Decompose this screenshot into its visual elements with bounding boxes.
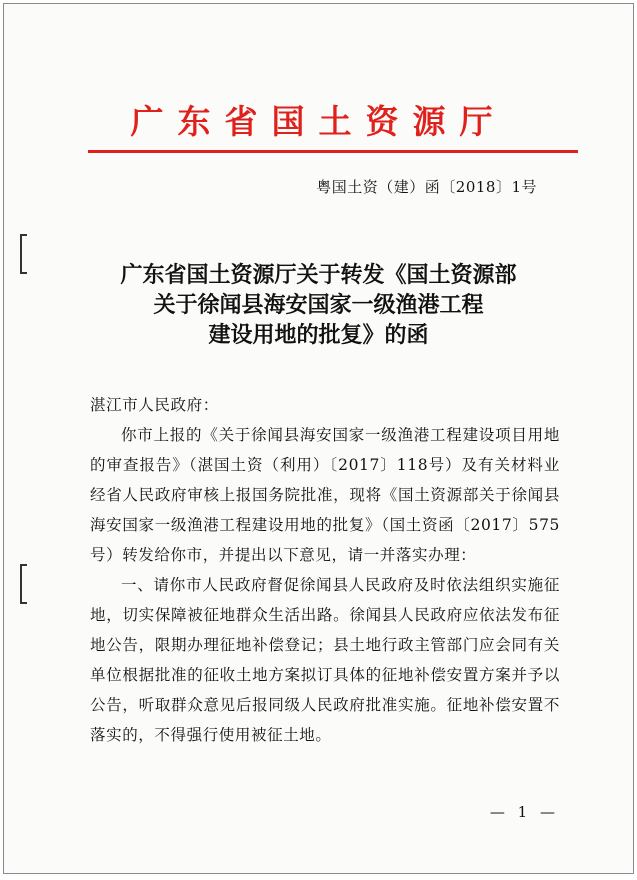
page-number: — 1 — (489, 803, 559, 821)
body-paragraph-1: 你市上报的《关于徐闻县海安国家一级渔港工程建设项目用地的审查报告》（湛国土资（利用）〔2017〕118号）及有关材料业经省人民政府审核上报国务院批准，现将《国土资源部关于徐闻县海安国家一级渔港工程建设用地的批复》（国土资函〔2017〕575号）转发给你市，并提出以下意见，请一并落实办理： (90, 426, 560, 564)
title-line-3: 建设用地的批复》的函 (208, 322, 429, 348)
binder-hole-mark (20, 564, 27, 604)
binder-hole-mark (20, 234, 27, 274)
title-line-1: 广东省国土资源厅关于转发《国土资源部 (120, 262, 517, 288)
salutation: 湛江市人民政府： (90, 396, 219, 414)
document-page (3, 3, 634, 874)
document-title (64, 260, 573, 350)
document-number: 粤国土资（建）函〔2018〕1号 (316, 178, 537, 196)
issuing-organization-title: 广东省国土资源厅 (130, 102, 507, 141)
title-line-2: 关于徐闻县海安国家一级渔港工程 (153, 292, 484, 318)
red-divider-line (88, 150, 578, 153)
document-body (90, 390, 560, 750)
body-paragraph-2: 一、请你市人民政府督促徐闻县人民政府及时依法组织实施征地，切实保障被征地群众生活出路。徐闻县人民政府应依法发布征地公告，限期办理征地补偿登记；县土地行政主管部门应会同有关单位根据批准的征收土地方案拟订具体的征地补偿安置方案并予以公告，听取群众意见后报同级人民政府批准实施。征地补偿安置不落实的，不得强行使用被征土地。 (90, 576, 560, 744)
